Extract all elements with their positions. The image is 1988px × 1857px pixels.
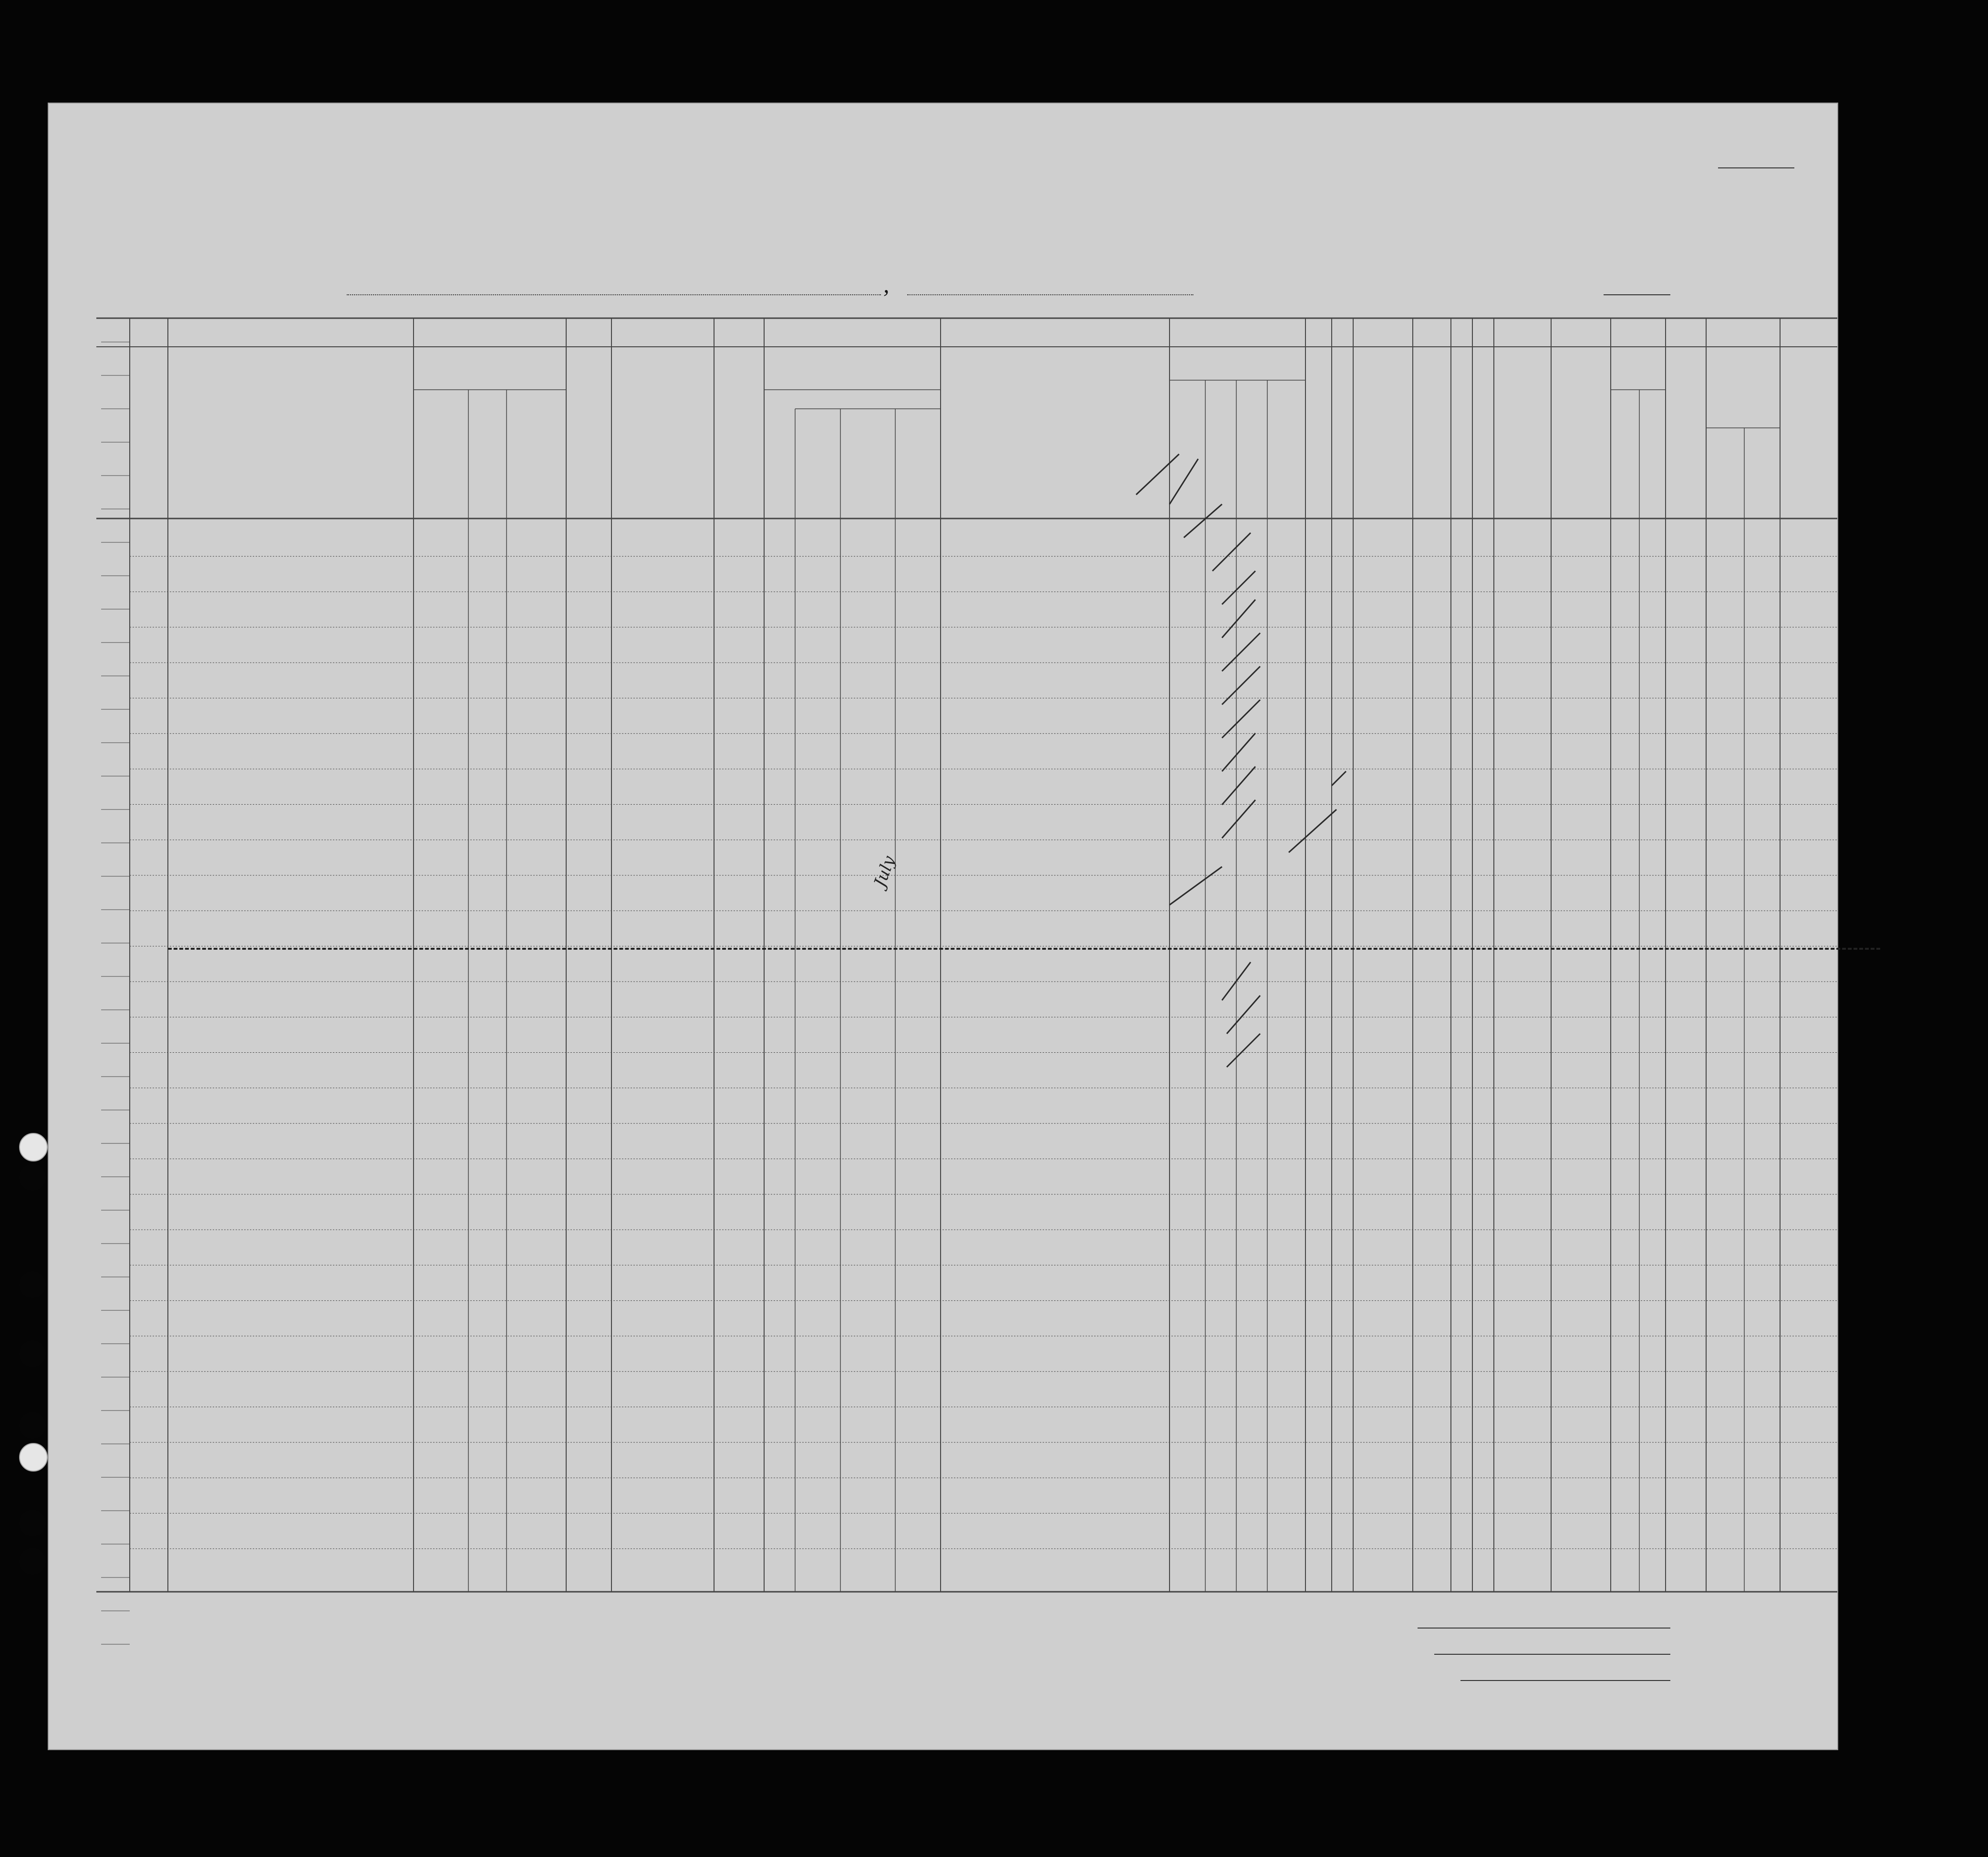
signature-line-rule [1418,1628,1670,1629]
handwritten-dep-11: July [870,853,899,890]
binder-hole [19,1510,46,1536]
manifest-sheet [48,103,1838,1750]
binder-hole [19,1164,46,1191]
binder-hole [19,1548,46,1575]
binder-hole [19,1340,46,1367]
signature-agents-rule [1460,1680,1670,1681]
handwritten-marks [49,104,1837,1749]
comma-1: , [883,271,890,298]
binder-hole [19,1133,48,1162]
binder-hole [19,1443,48,1472]
binder-hole [19,1412,46,1439]
signature-owners-rule [1434,1654,1670,1655]
binder-hole [19,1271,46,1298]
